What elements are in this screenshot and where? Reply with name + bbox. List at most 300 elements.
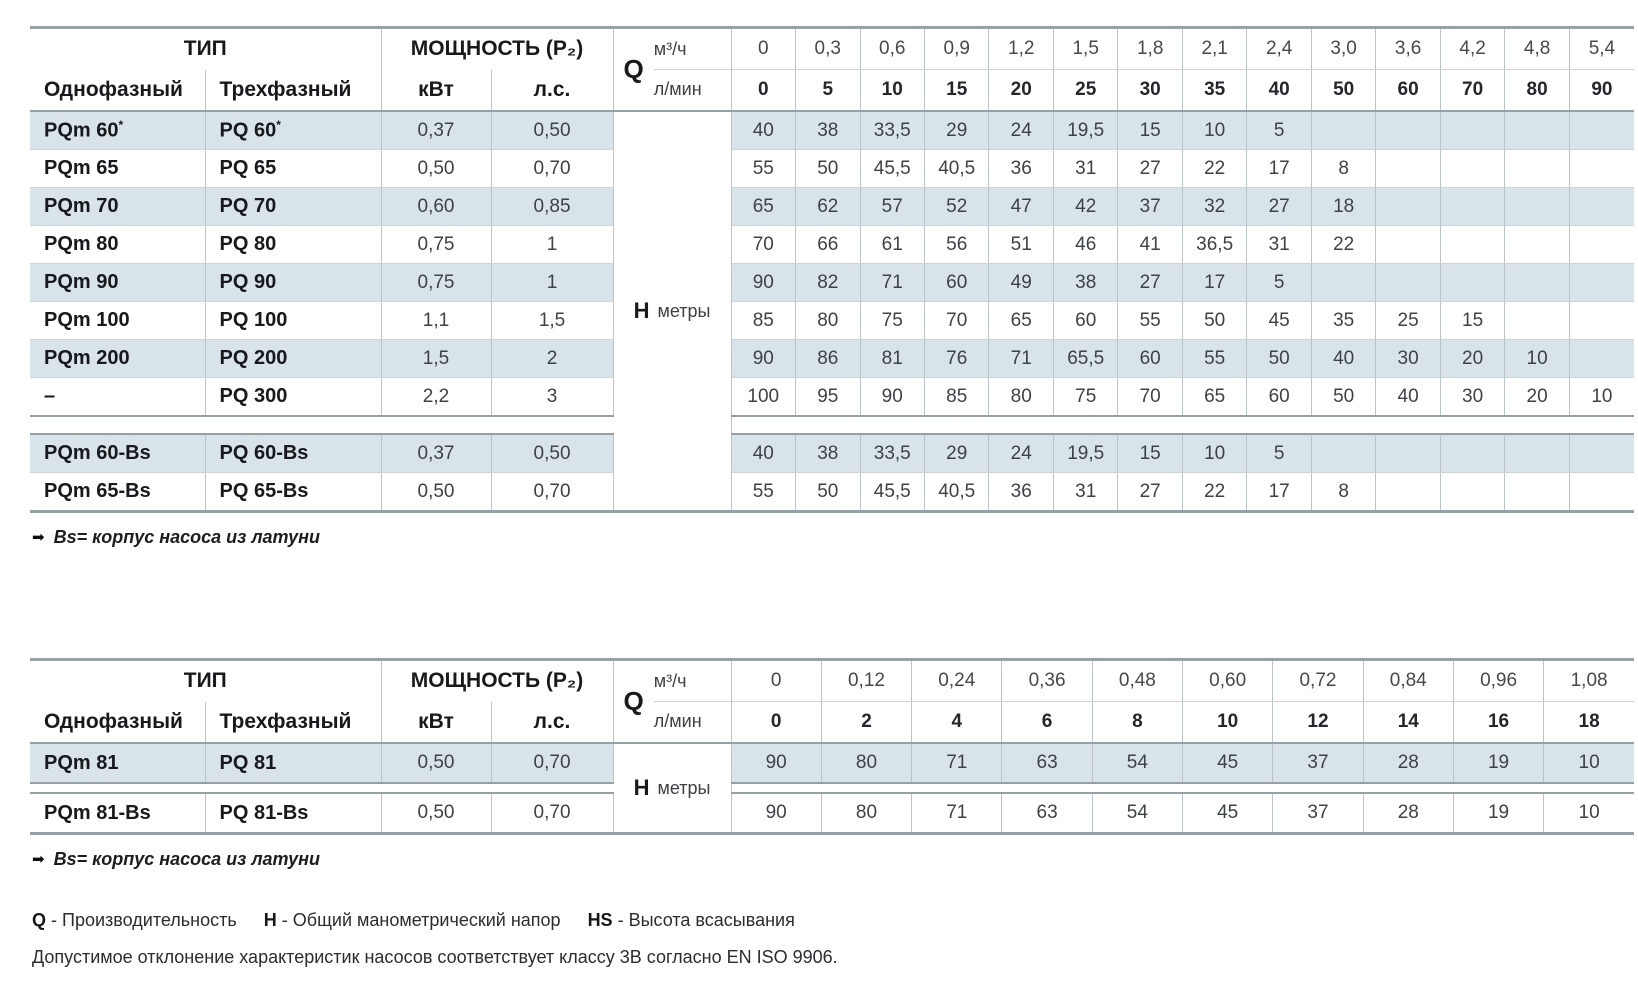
head-value-cell: 10 <box>1182 434 1246 473</box>
hp-cell: 0,70 <box>491 473 613 512</box>
head-value-cell: 28 <box>1363 793 1453 834</box>
head-value-cell: 60 <box>1053 302 1117 340</box>
flow-m3h-cell: 0,60 <box>1183 660 1273 702</box>
head-value-cell: 63 <box>1002 743 1092 783</box>
hp-cell: 1 <box>491 264 613 302</box>
flow-lmin-cell: 70 <box>1440 70 1504 112</box>
head-value-cell <box>1505 434 1569 473</box>
head-value-cell: 37 <box>1273 793 1363 834</box>
head-value-cell: 70 <box>924 302 988 340</box>
legend-def-q: - Производительность <box>51 910 237 930</box>
flow-lmin-cell: 60 <box>1376 70 1440 112</box>
head-value-cell: 8 <box>1311 150 1375 188</box>
h-label: H <box>633 775 650 800</box>
head-value-cell <box>1440 188 1504 226</box>
flow-m3h-cell: 0,84 <box>1363 660 1453 702</box>
head-value-cell: 55 <box>1118 302 1182 340</box>
head-value-cell: 75 <box>860 302 924 340</box>
right-arrow-icon: ➡ <box>32 851 45 868</box>
head-value-cell: 22 <box>1182 150 1246 188</box>
flow-m3h-cell: 3,6 <box>1376 28 1440 70</box>
flow-header-wrap <box>614 29 731 109</box>
three-phase-header: Трехфазный <box>205 702 381 744</box>
h-column-cell <box>613 111 731 512</box>
head-value-cell: 95 <box>796 378 860 417</box>
asterisk-mark: * <box>118 118 124 133</box>
h-label: H <box>633 298 650 323</box>
head-value-cell: 40 <box>731 434 795 473</box>
head-value-cell: 10 <box>1505 340 1569 378</box>
data-row <box>30 264 1634 302</box>
head-value-cell <box>1440 111 1504 150</box>
head-value-cell: 28 <box>1363 743 1453 783</box>
flow-unit-labels <box>654 30 731 109</box>
data-row <box>30 188 1634 226</box>
flow-lmin-cell: 2 <box>821 702 911 744</box>
data-row <box>30 378 1634 417</box>
head-value-cell: 90 <box>731 264 795 302</box>
kw-cell: 0,50 <box>381 473 491 512</box>
head-value-cell: 56 <box>924 226 988 264</box>
head-value-cell: 55 <box>1182 340 1246 378</box>
head-value-cell <box>1440 226 1504 264</box>
flow-m3h-cell: 1,2 <box>989 28 1053 70</box>
head-value-cell: 41 <box>1118 226 1182 264</box>
separator-cell <box>731 416 1634 434</box>
head-value-cell <box>1569 150 1634 188</box>
three-phase-cell: PQ 60* <box>205 111 381 150</box>
head-value-cell <box>1569 434 1634 473</box>
flow-lmin-cell: 90 <box>1569 70 1634 112</box>
head-value-cell: 19,5 <box>1053 111 1117 150</box>
m3h-unit-label: м³/ч <box>653 38 687 59</box>
data-row <box>30 226 1634 264</box>
head-value-cell: 70 <box>1118 378 1182 417</box>
head-value-cell: 15 <box>1440 302 1504 340</box>
head-value-cell: 19 <box>1453 793 1543 834</box>
flow-m3h-cell: 5,4 <box>1569 28 1634 70</box>
flow-lmin-cell: 18 <box>1544 702 1634 744</box>
head-value-cell: 18 <box>1311 188 1375 226</box>
head-value-cell: 47 <box>989 188 1053 226</box>
power-header: МОЩНОСТЬ (P₂) <box>381 660 613 702</box>
head-value-cell: 42 <box>1053 188 1117 226</box>
flow-lmin-cell: 8 <box>1092 702 1182 744</box>
head-value-cell: 36 <box>989 150 1053 188</box>
head-value-cell: 75 <box>1053 378 1117 417</box>
flow-m3h-cell: 1,8 <box>1118 28 1182 70</box>
head-value-cell: 65 <box>731 188 795 226</box>
legend-def-h: - Общий манометрический напор <box>281 910 561 930</box>
single-phase-cell: PQm 70 <box>30 188 205 226</box>
head-value-cell: 85 <box>731 302 795 340</box>
head-value-cell <box>1376 188 1440 226</box>
head-value-cell <box>1311 434 1375 473</box>
flow-m3h-cell: 0 <box>731 660 821 702</box>
head-value-cell: 100 <box>731 378 795 417</box>
head-value-cell: 82 <box>796 264 860 302</box>
head-value-cell: 10 <box>1544 793 1634 834</box>
head-value-cell: 25 <box>1376 302 1440 340</box>
head-value-cell: 60 <box>1247 378 1311 417</box>
head-value-cell <box>1311 264 1375 302</box>
hp-cell: 0,70 <box>491 793 613 834</box>
head-value-cell: 27 <box>1118 264 1182 302</box>
head-value-cell: 10 <box>1569 378 1634 417</box>
flow-m3h-cell: 1,08 <box>1544 660 1634 702</box>
head-value-cell: 32 <box>1182 188 1246 226</box>
flow-lmin-cell: 30 <box>1118 70 1182 112</box>
head-value-cell <box>1440 150 1504 188</box>
head-value-cell <box>1505 150 1569 188</box>
head-value-cell: 55 <box>731 473 795 512</box>
flow-lmin-cell: 5 <box>796 70 860 112</box>
head-value-cell: 90 <box>731 340 795 378</box>
single-phase-cell: PQm 100 <box>30 302 205 340</box>
flow-m3h-cell: 0,9 <box>924 28 988 70</box>
h-label-wrap <box>614 298 731 324</box>
group-separator-row <box>30 783 1634 793</box>
single-phase-cell: PQm 60* <box>30 111 205 150</box>
hp-cell: 0,85 <box>491 188 613 226</box>
head-value-cell: 33,5 <box>860 111 924 150</box>
data-row <box>30 340 1634 378</box>
flow-lmin-cell: 12 <box>1273 702 1363 744</box>
group-separator-row <box>30 416 1634 434</box>
head-value-cell: 65 <box>1182 378 1246 417</box>
single-phase-cell: PQm 81 <box>30 743 205 783</box>
head-value-cell: 71 <box>912 743 1002 783</box>
head-value-cell: 31 <box>1053 473 1117 512</box>
head-value-cell: 29 <box>924 111 988 150</box>
head-value-cell: 27 <box>1118 473 1182 512</box>
kw-cell: 1,5 <box>381 340 491 378</box>
flow-header-wrap <box>614 661 731 741</box>
kw-cell: 0,75 <box>381 226 491 264</box>
head-value-cell <box>1569 302 1634 340</box>
single-phase-cell: PQm 200 <box>30 340 205 378</box>
head-value-cell: 55 <box>731 150 795 188</box>
footnote-bs-text: Bs= корпус насоса из латуни <box>53 849 320 869</box>
head-value-cell: 90 <box>731 743 821 783</box>
head-value-cell: 31 <box>1247 226 1311 264</box>
single-phase-cell: PQm 81-Bs <box>30 793 205 834</box>
three-phase-cell: PQ 60-Bs <box>205 434 381 473</box>
head-value-cell: 5 <box>1247 264 1311 302</box>
single-phase-cell: PQm 80 <box>30 226 205 264</box>
head-value-cell <box>1376 150 1440 188</box>
separator-cell <box>30 416 613 434</box>
flow-m3h-cell: 0,6 <box>860 28 924 70</box>
single-phase-header: Однофазный <box>30 702 205 744</box>
head-value-cell: 15 <box>1118 434 1182 473</box>
head-value-cell <box>1376 226 1440 264</box>
footnote-bs-text: Bs= корпус насоса из латуни <box>53 527 320 547</box>
flow-m3h-cell: 0,72 <box>1273 660 1363 702</box>
head-value-cell: 40 <box>1311 340 1375 378</box>
h-column-cell <box>613 743 731 834</box>
hp-cell: 0,70 <box>491 743 613 783</box>
three-phase-cell: PQ 65-Bs <box>205 473 381 512</box>
head-value-cell: 37 <box>1118 188 1182 226</box>
single-phase-cell: PQm 90 <box>30 264 205 302</box>
head-value-cell: 54 <box>1092 793 1182 834</box>
hp-cell: 0,70 <box>491 150 613 188</box>
q-label: Q <box>623 685 644 716</box>
tolerance-note: Допустимое отклонение характеристик насосов соответствует классу 3B согласно EN ISO 9906. <box>32 947 838 967</box>
head-value-cell: 27 <box>1247 188 1311 226</box>
three-phase-cell: PQ 81-Bs <box>205 793 381 834</box>
head-value-cell <box>1505 264 1569 302</box>
head-value-cell: 51 <box>989 226 1053 264</box>
legend-def-hs: - Высота всасывания <box>617 910 795 930</box>
single-phase-cell: PQm 60-Bs <box>30 434 205 473</box>
head-value-cell: 22 <box>1182 473 1246 512</box>
head-value-cell: 19 <box>1453 743 1543 783</box>
three-phase-header: Трехфазный <box>205 70 381 112</box>
header-row-1 <box>30 660 1634 702</box>
hp-cell: 0,50 <box>491 434 613 473</box>
header-row-2 <box>30 702 1634 744</box>
q-label: Q <box>623 53 644 84</box>
head-value-cell <box>1569 473 1634 512</box>
head-value-cell: 50 <box>1182 302 1246 340</box>
lmin-unit-label: л/мин <box>654 69 731 109</box>
head-value-cell <box>1505 188 1569 226</box>
kw-cell: 0,75 <box>381 264 491 302</box>
m3h-unit-label: м³/ч <box>653 670 687 691</box>
data-row <box>30 150 1634 188</box>
head-value-cell: 36,5 <box>1182 226 1246 264</box>
head-value-cell: 37 <box>1273 743 1363 783</box>
flow-m3h-cell: 0,12 <box>821 660 911 702</box>
flow-lmin-cell: 10 <box>1183 702 1273 744</box>
kw-header: кВт <box>381 702 491 744</box>
head-value-cell <box>1505 302 1569 340</box>
head-value-cell: 5 <box>1247 111 1311 150</box>
three-phase-cell: PQ 70 <box>205 188 381 226</box>
head-value-cell <box>1569 264 1634 302</box>
flow-lmin-cell: 50 <box>1311 70 1375 112</box>
head-value-cell: 81 <box>860 340 924 378</box>
data-row <box>30 434 1634 473</box>
head-value-cell: 33,5 <box>860 434 924 473</box>
head-value-cell: 40,5 <box>924 473 988 512</box>
head-value-cell <box>1376 473 1440 512</box>
head-value-cell: 15 <box>1118 111 1182 150</box>
three-phase-cell: PQ 200 <box>205 340 381 378</box>
head-value-cell: 50 <box>796 473 860 512</box>
head-value-cell <box>1569 226 1634 264</box>
data-row <box>30 302 1634 340</box>
kw-cell: 0,50 <box>381 150 491 188</box>
head-value-cell: 17 <box>1247 150 1311 188</box>
pump-performance-table-2 <box>30 658 1634 835</box>
head-value-cell <box>1569 111 1634 150</box>
head-value-cell: 65,5 <box>1053 340 1117 378</box>
data-row <box>30 793 1634 834</box>
legend-term-h: H <box>263 910 277 930</box>
footnote-bs-2 <box>32 849 1634 870</box>
flow-m3h-cell: 0,24 <box>912 660 1002 702</box>
h-unit-label: метры <box>657 300 711 321</box>
flow-lmin-cell: 0 <box>731 702 821 744</box>
flow-lmin-cell: 0 <box>731 70 795 112</box>
flow-lmin-cell: 20 <box>989 70 1053 112</box>
data-row <box>30 743 1634 783</box>
head-value-cell: 46 <box>1053 226 1117 264</box>
flow-m3h-cell: 2,1 <box>1182 28 1246 70</box>
flow-lmin-cell: 6 <box>1002 702 1092 744</box>
separator-cell <box>30 783 613 793</box>
head-value-cell: 70 <box>731 226 795 264</box>
three-phase-cell: PQ 300 <box>205 378 381 417</box>
head-value-cell: 80 <box>796 302 860 340</box>
head-value-cell: 60 <box>1118 340 1182 378</box>
hp-cell: 3 <box>491 378 613 417</box>
asterisk-mark: * <box>276 118 281 133</box>
three-phase-cell: PQ 81 <box>205 743 381 783</box>
three-phase-cell: PQ 100 <box>205 302 381 340</box>
flow-lmin-cell: 15 <box>924 70 988 112</box>
head-value-cell: 20 <box>1505 378 1569 417</box>
head-value-cell: 76 <box>924 340 988 378</box>
legend-term-hs: HS <box>587 910 613 930</box>
hp-cell: 0,50 <box>491 111 613 150</box>
head-value-cell: 52 <box>924 188 988 226</box>
head-value-cell: 17 <box>1247 473 1311 512</box>
head-value-cell: 35 <box>1311 302 1375 340</box>
head-value-cell: 61 <box>860 226 924 264</box>
head-value-cell: 19,5 <box>1053 434 1117 473</box>
head-value-cell: 38 <box>1053 264 1117 302</box>
head-value-cell: 38 <box>796 434 860 473</box>
flow-m3h-cell: 0,3 <box>796 28 860 70</box>
head-value-cell: 5 <box>1247 434 1311 473</box>
head-value-cell: 49 <box>989 264 1053 302</box>
head-value-cell: 50 <box>1247 340 1311 378</box>
head-value-cell: 45 <box>1247 302 1311 340</box>
legend-line <box>32 910 1634 931</box>
flow-lmin-cell: 14 <box>1363 702 1453 744</box>
head-value-cell: 10 <box>1544 743 1634 783</box>
hp-cell: 2 <box>491 340 613 378</box>
flow-m3h-cell: 4,2 <box>1440 28 1504 70</box>
head-value-cell: 80 <box>821 793 911 834</box>
flow-m3h-cell: 0,48 <box>1092 660 1182 702</box>
head-value-cell: 30 <box>1440 378 1504 417</box>
head-value-cell <box>1376 264 1440 302</box>
head-value-cell: 45,5 <box>860 150 924 188</box>
data-row <box>30 473 1634 512</box>
h-label-wrap <box>614 775 731 801</box>
head-value-cell: 8 <box>1311 473 1375 512</box>
head-value-cell <box>1440 473 1504 512</box>
single-phase-cell: – <box>30 378 205 417</box>
head-value-cell: 45 <box>1183 743 1273 783</box>
flow-lmin-cell: 35 <box>1182 70 1246 112</box>
head-value-cell: 40 <box>1376 378 1440 417</box>
head-value-cell: 60 <box>924 264 988 302</box>
kw-cell: 0,37 <box>381 434 491 473</box>
head-value-cell <box>1440 434 1504 473</box>
head-value-cell: 90 <box>731 793 821 834</box>
type-header: ТИП <box>30 660 381 702</box>
head-value-cell: 65 <box>989 302 1053 340</box>
head-value-cell: 40 <box>731 111 795 150</box>
head-value-cell: 45,5 <box>860 473 924 512</box>
separator-cell <box>731 783 1634 793</box>
head-value-cell: 54 <box>1092 743 1182 783</box>
single-phase-cell: PQm 65-Bs <box>30 473 205 512</box>
flow-m3h-cell: 4,8 <box>1505 28 1569 70</box>
right-arrow-icon: ➡ <box>32 529 45 546</box>
flow-m3h-cell: 3,0 <box>1311 28 1375 70</box>
hp-header: л.с. <box>491 70 613 112</box>
kw-cell: 1,1 <box>381 302 491 340</box>
head-value-cell: 57 <box>860 188 924 226</box>
flow-lmin-cell: 40 <box>1247 70 1311 112</box>
head-value-cell: 10 <box>1182 111 1246 150</box>
head-value-cell: 62 <box>796 188 860 226</box>
head-value-cell: 50 <box>796 150 860 188</box>
head-value-cell <box>1311 111 1375 150</box>
head-value-cell: 71 <box>912 793 1002 834</box>
head-value-cell: 90 <box>860 378 924 417</box>
head-value-cell: 24 <box>989 434 1053 473</box>
head-value-cell: 50 <box>1311 378 1375 417</box>
head-value-cell: 30 <box>1376 340 1440 378</box>
flow-lmin-cell: 10 <box>860 70 924 112</box>
legend-term-q: Q <box>32 910 47 930</box>
head-value-cell: 80 <box>989 378 1053 417</box>
three-phase-cell: PQ 80 <box>205 226 381 264</box>
head-value-cell: 71 <box>989 340 1053 378</box>
head-value-cell: 29 <box>924 434 988 473</box>
type-header: ТИП <box>30 28 381 70</box>
kw-cell: 0,50 <box>381 793 491 834</box>
flow-lmin-cell: 4 <box>912 702 1002 744</box>
header-row-2 <box>30 70 1634 112</box>
hp-header: л.с. <box>491 702 613 744</box>
head-value-cell: 20 <box>1440 340 1504 378</box>
head-value-cell: 45 <box>1183 793 1273 834</box>
hp-cell: 1,5 <box>491 302 613 340</box>
head-value-cell: 22 <box>1311 226 1375 264</box>
head-value-cell: 27 <box>1118 150 1182 188</box>
pump-performance-table-1 <box>30 26 1634 513</box>
data-row <box>30 111 1634 150</box>
kw-cell: 0,60 <box>381 188 491 226</box>
flow-header <box>613 660 731 744</box>
head-value-cell: 24 <box>989 111 1053 150</box>
flow-lmin-cell: 16 <box>1453 702 1543 744</box>
h-unit-label: метры <box>657 777 711 798</box>
head-value-cell: 85 <box>924 378 988 417</box>
flow-unit-labels <box>654 662 731 741</box>
head-value-cell: 66 <box>796 226 860 264</box>
footnote-bs-1 <box>32 527 1634 548</box>
flow-lmin-cell: 25 <box>1053 70 1117 112</box>
head-value-cell: 38 <box>796 111 860 150</box>
head-value-cell: 86 <box>796 340 860 378</box>
head-value-cell <box>1569 340 1634 378</box>
head-value-cell <box>1569 188 1634 226</box>
flow-m3h-cell: 0 <box>731 28 795 70</box>
head-value-cell: 36 <box>989 473 1053 512</box>
flow-m3h-cell: 2,4 <box>1247 28 1311 70</box>
flow-header <box>613 28 731 112</box>
